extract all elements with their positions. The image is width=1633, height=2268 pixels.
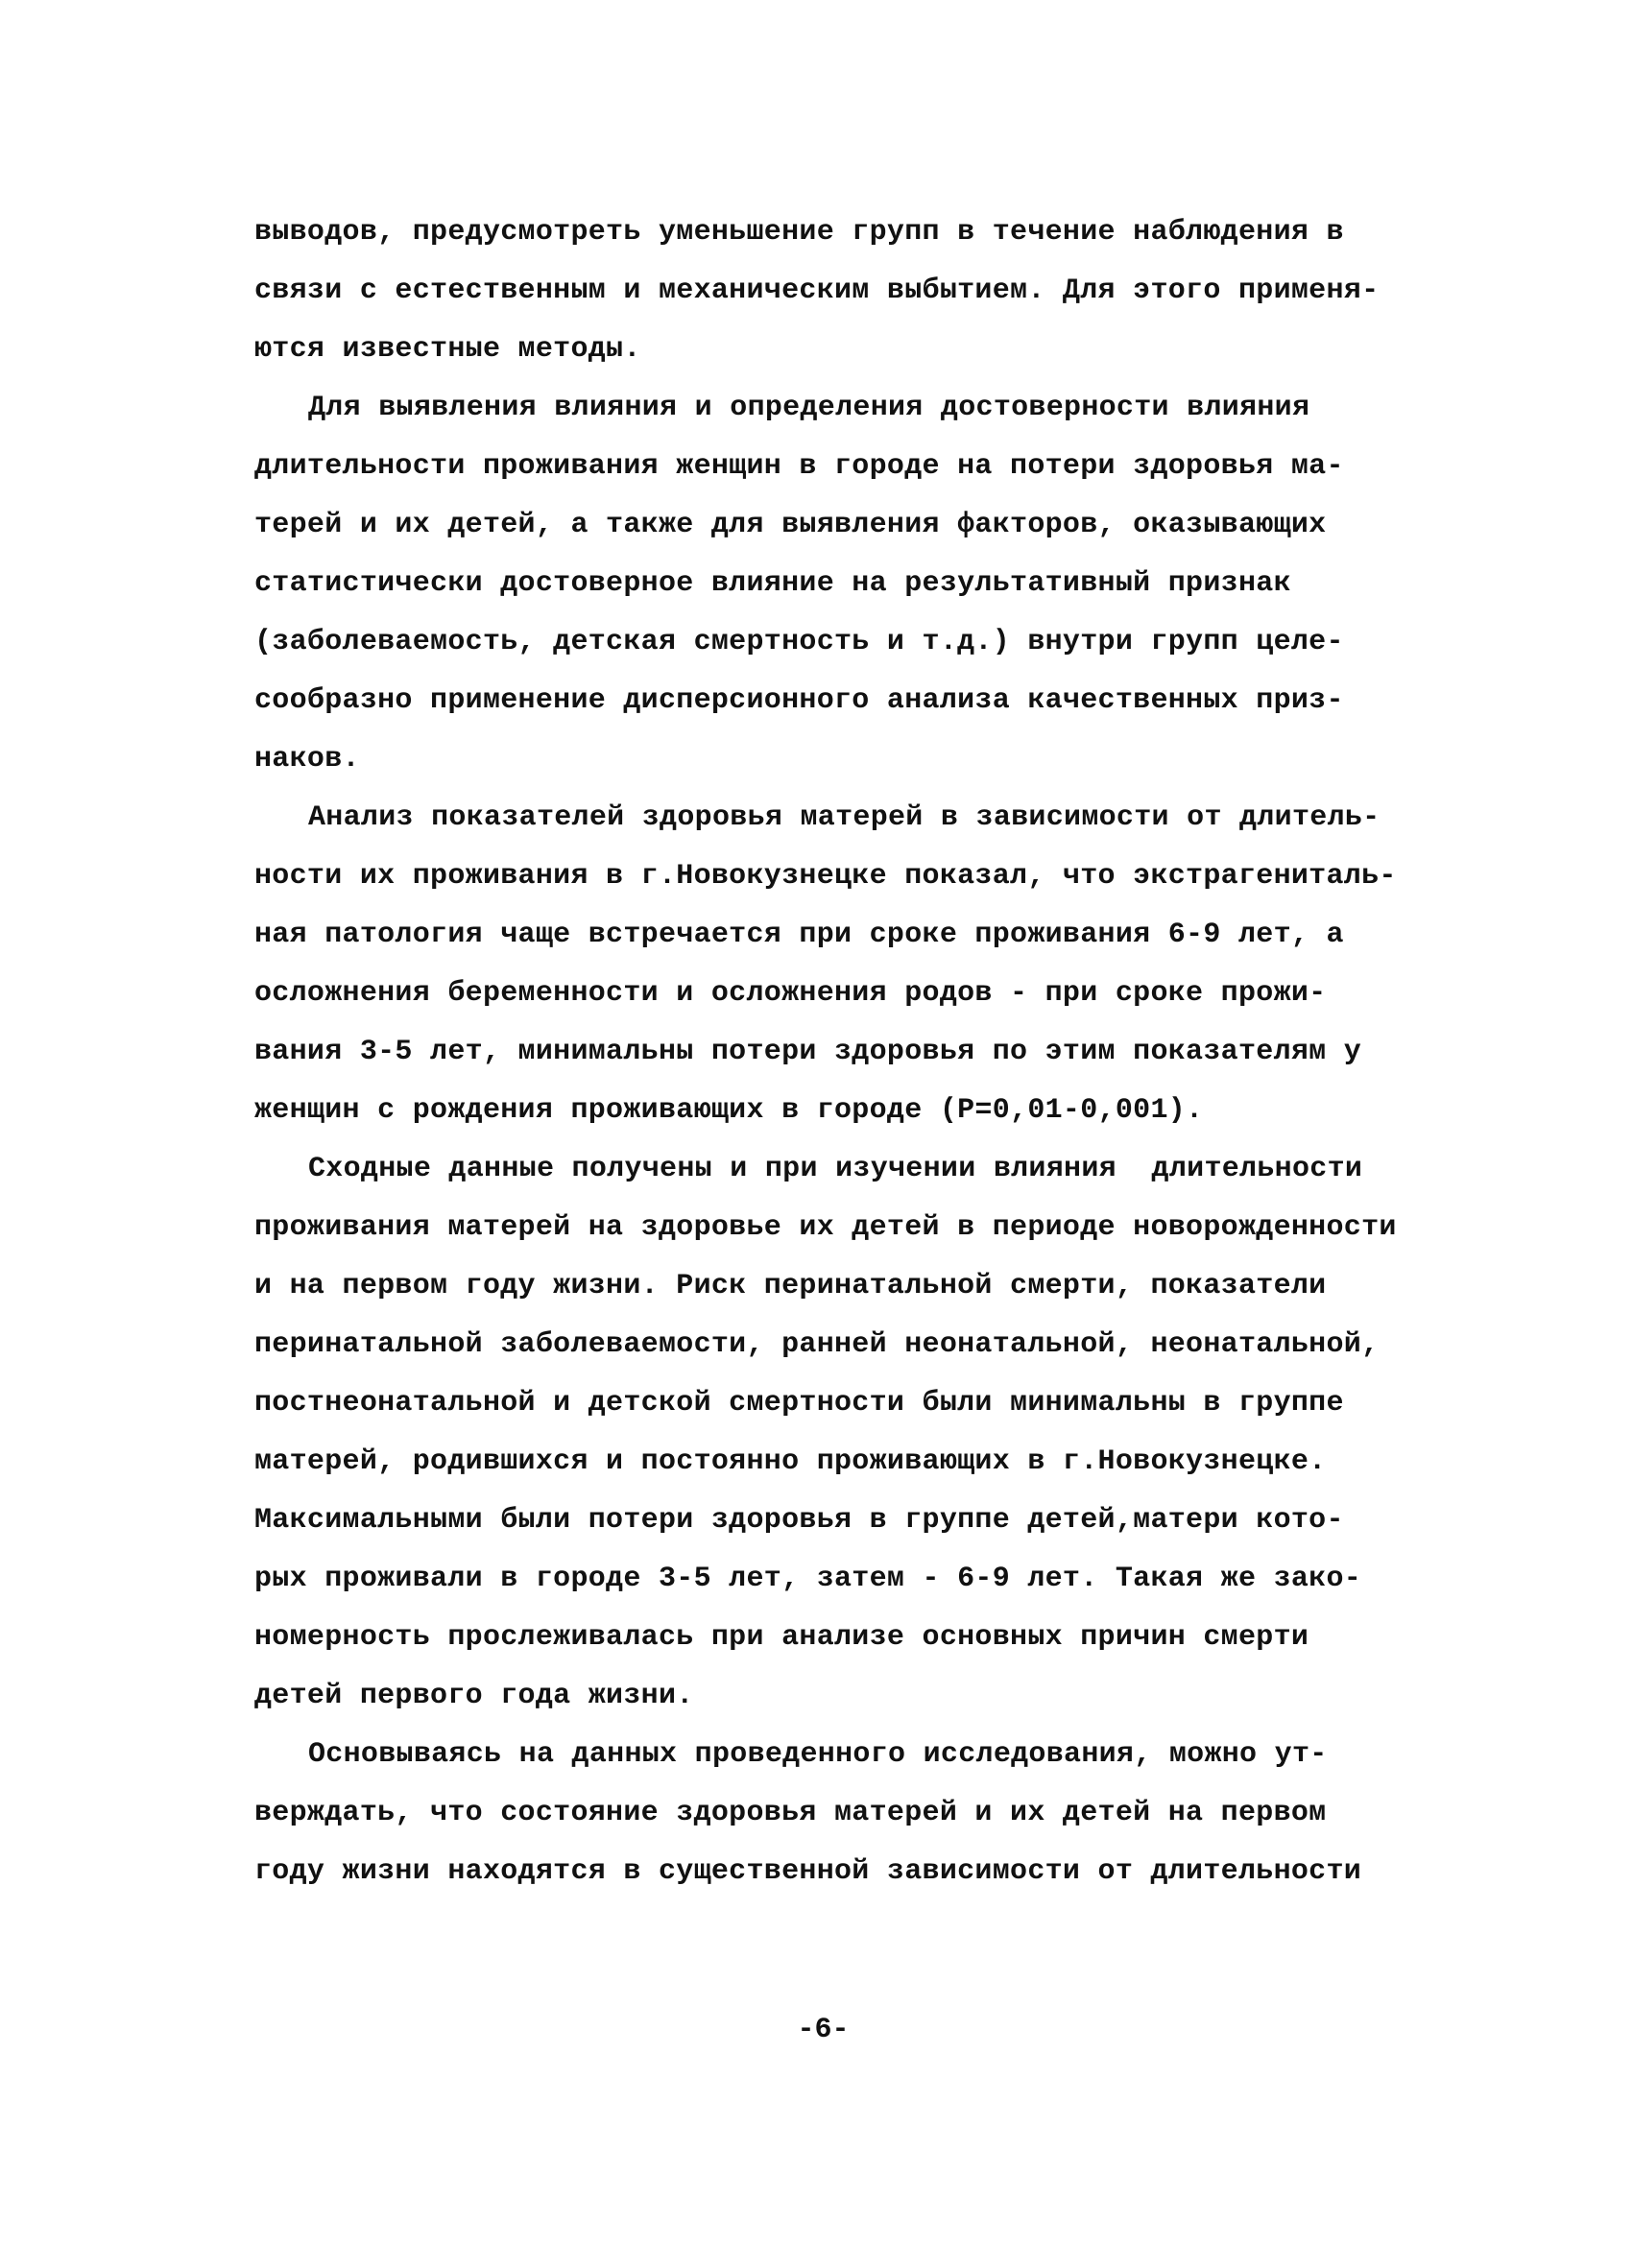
text-line: рых проживали в городе 3-5 лет, затем - 6-9 лет. Такая же зако- (254, 1563, 1362, 1595)
text-line: осложнения беременности и осложнения родов - при сроке прожи- (254, 977, 1327, 1010)
text-line: верждать, что состояние здоровья матерей и их детей на первом (254, 1797, 1327, 1829)
text-line: Анализ показателей здоровья матерей в зависимости от длитель- (308, 801, 1381, 834)
text-line: вания 3-5 лет, минимальны потери здоровья по этим показателям у (254, 1036, 1362, 1068)
text-line: и на первом году жизни. Риск перинатальной смерти, показатели (254, 1270, 1327, 1302)
text-line: году жизни находятся в существенной зависимости от длительности (254, 1855, 1362, 1888)
text-line: терей и их детей, а также для выявления факторов, оказывающих (254, 509, 1327, 541)
text-line: сообразно применение дисперсионного анализа качественных приз- (254, 684, 1344, 717)
paragraph (254, 1140, 1406, 1726)
paragraph (254, 1726, 1406, 1901)
text-line: Для выявления влияния и определения достоверности влияния (308, 392, 1310, 424)
text-line: Основываясь на данных проведенного исследования, можно ут- (308, 1738, 1328, 1771)
text-line: выводов, предусмотреть уменьшение групп в течение наблюдения в (254, 216, 1344, 249)
text-line: (заболеваемость, детская смертность и т.д.) внутри групп целе- (254, 626, 1344, 658)
text-line: номерность прослеживалась при анализе основных причин смерти (254, 1621, 1309, 1654)
text-line: матерей, родившихся и постоянно проживающих в г.Новокузнецке. (254, 1445, 1327, 1478)
text-line: наков. (254, 743, 360, 776)
text-line: связи с естественным и механическим выбытием. Для этого применя- (254, 275, 1380, 307)
text-line: Сходные данные получены и при изучении влияния длительности (308, 1153, 1363, 1185)
page-number: -6- (797, 2014, 850, 2046)
text-line: перинатальной заболеваемости, ранней неонатальной, неонатальной, (254, 1328, 1380, 1361)
text-line: длительности проживания женщин в городе на потери здоровья ма- (254, 450, 1344, 483)
text-line: ются известные методы. (254, 333, 641, 366)
text-line: постнеонатальной и детской смертности были минимальны в группе (254, 1387, 1344, 1420)
text-line: ная патология чаще встречается при сроке проживания 6-9 лет, а (254, 919, 1344, 951)
paragraph (254, 203, 1406, 379)
text-line: ности их проживания в г.Новокузнецке показал, что экстрагениталь- (254, 860, 1397, 893)
paragraph (254, 379, 1406, 789)
text-line: проживания матерей на здоровье их детей в периоде новорожденности (254, 1211, 1397, 1244)
text-line: женщин с рождения проживающих в городе (Р=0,01-0,001). (254, 1094, 1204, 1127)
document-body (254, 203, 1406, 1901)
text-line: детей первого года жизни. (254, 1680, 694, 1712)
text-line: статистически достоверное влияние на результативный признак (254, 567, 1291, 600)
text-line: Максимальными были потери здоровья в группе детей,матери кото- (254, 1504, 1344, 1537)
paragraph (254, 789, 1406, 1140)
